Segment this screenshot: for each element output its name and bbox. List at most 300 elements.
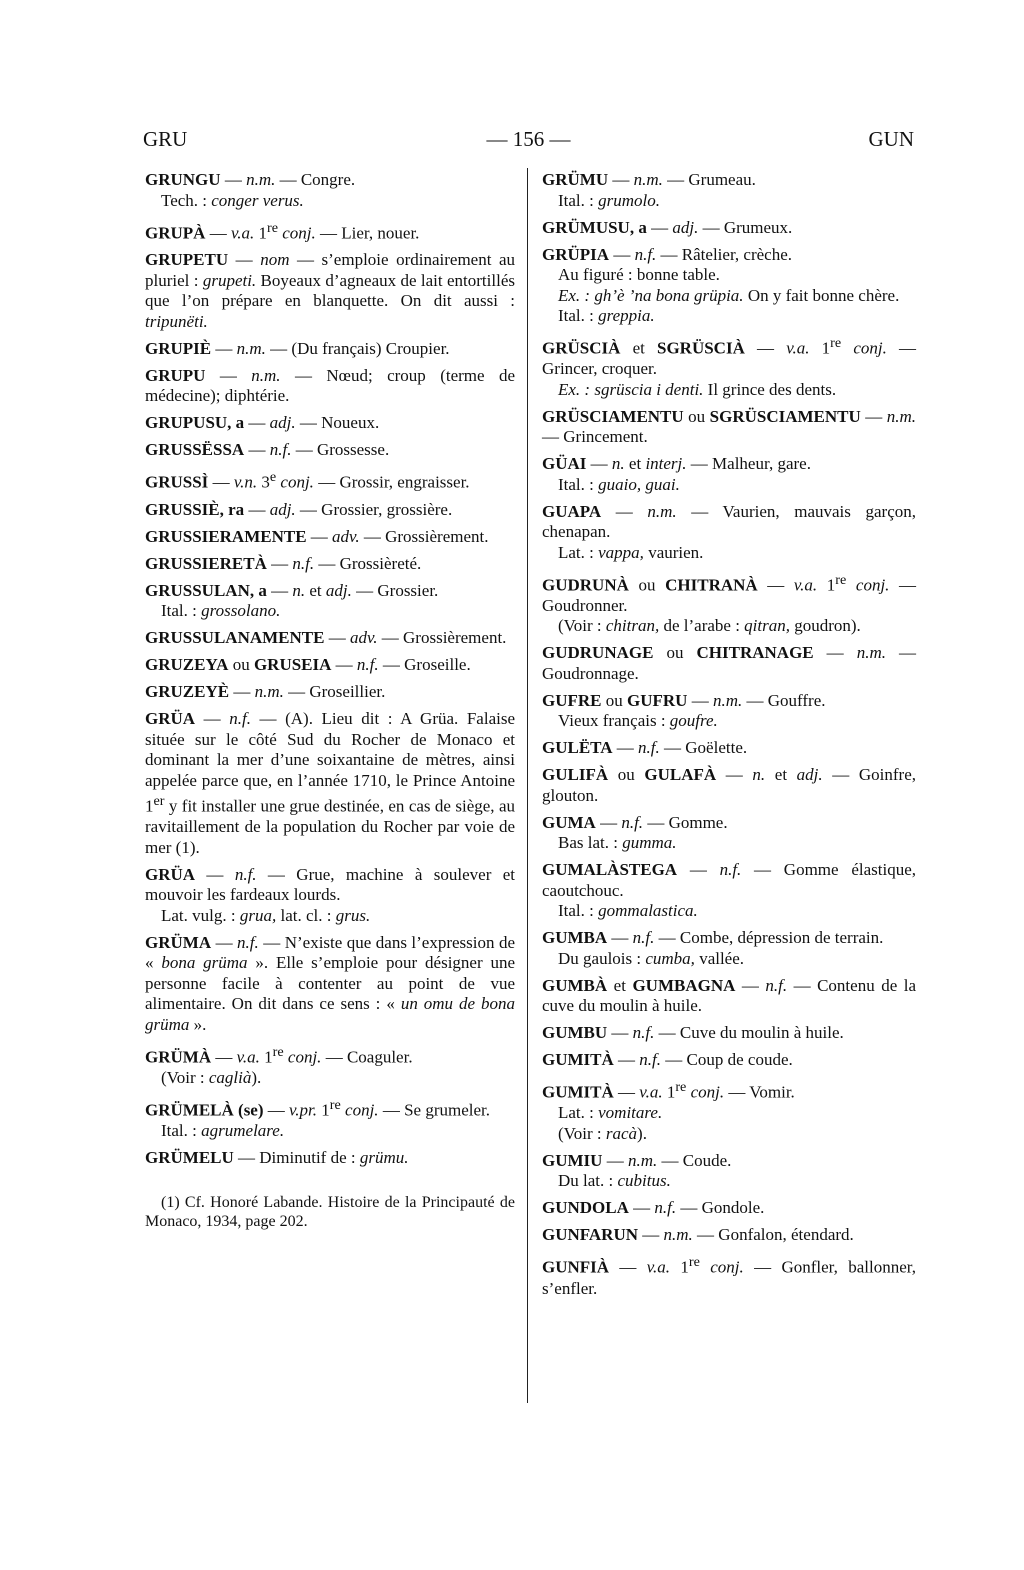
headword: GRÜMU: [542, 170, 609, 189]
entry-text: Ital. :: [558, 190, 599, 210]
entry-text: ou: [628, 575, 666, 595]
entry-text: y fit installer une grue destinée, en cas de siège, au ravitaillement de la population du Rocher par voie de mer (1).: [145, 796, 515, 857]
dictionary-entry: [145, 366, 515, 407]
entry-text: Il grince des dents.: [703, 379, 837, 399]
dictionary-entry: [542, 691, 916, 732]
entry-text: —: [205, 365, 252, 385]
entry-definition: [145, 933, 515, 1036]
italic-text: n.f.: [632, 928, 655, 948]
entry-definition: [145, 413, 515, 434]
entry-text: — Grossièrement.: [377, 628, 507, 648]
headword: GRÜMELU: [145, 1148, 234, 1168]
entry-text: —: [205, 223, 231, 243]
entry-definition: [542, 643, 916, 684]
entry-definition: [145, 1148, 515, 1169]
entry-text: —: [608, 170, 634, 189]
headword: GRUSSULAN, a: [145, 580, 267, 600]
entry-definition: [145, 440, 515, 461]
italic-text: un omu de bona grüma: [145, 994, 515, 1034]
entry-text: — Groseille.: [378, 655, 471, 675]
entry-note: [542, 380, 916, 401]
headword: GRUNGU: [145, 170, 221, 189]
dictionary-entry: [145, 527, 515, 548]
dictionary-entry: [145, 628, 515, 649]
italic-text: adj.: [325, 580, 352, 600]
headword: GUFRE: [542, 690, 602, 710]
italic-text: vomitare.: [598, 1103, 663, 1123]
entry-text: ou: [683, 406, 710, 426]
entry-definition: [145, 682, 515, 703]
entry-text: — Gomme.: [643, 812, 728, 832]
dictionary-entry: [542, 1151, 916, 1192]
entry-text: vallée.: [694, 948, 745, 968]
entry-text: —: [813, 643, 857, 663]
entry-text: (Voir :: [161, 1068, 209, 1088]
column-divider: [527, 168, 528, 1403]
entry-text: [700, 1258, 710, 1277]
headword: GRUPIÈ: [145, 338, 212, 358]
running-head-first-word: GRU: [143, 127, 188, 151]
headword: GRUSEIA: [253, 655, 332, 675]
dictionary-entry: [145, 682, 515, 703]
italic-text: grus.: [335, 905, 371, 925]
dictionary-entry: [542, 170, 916, 211]
entry-text: [846, 575, 856, 594]
entry-text: [841, 339, 853, 358]
entry-definition: [542, 928, 916, 949]
entry-text: ).: [637, 1123, 647, 1143]
entry-text: Ital. :: [161, 1121, 202, 1141]
headword: GRUSSIERAMENTE: [145, 526, 307, 546]
entry-text: Ital. :: [161, 601, 202, 621]
dictionary-entry: [542, 407, 916, 448]
entry-text: Du gaulois :: [558, 948, 646, 968]
entry-text: — Contenu de la cuve du moulin à huile.: [542, 975, 916, 1016]
entry-definition: [145, 500, 515, 521]
entry-definition: [145, 467, 515, 493]
entry-text: — Groseillier.: [283, 682, 386, 702]
entry-text: —: [211, 338, 237, 358]
entry-text: — Gonfalon, étendard.: [692, 1225, 854, 1245]
italic-text: conj.: [853, 338, 887, 358]
headword: GUMITÀ: [542, 1050, 614, 1070]
entry-definition: [542, 691, 916, 712]
entry-text: — Grincer, croquer.: [542, 338, 917, 379]
entry-text: — Coude.: [657, 1150, 732, 1170]
italic-text: conj.: [282, 223, 316, 243]
entry-definition: [145, 865, 515, 906]
left-column: [145, 170, 515, 1247]
headword: CHITRANÀ: [665, 575, 758, 595]
entry-text: —: [244, 499, 270, 519]
italic-text: guaio, guai.: [598, 474, 680, 494]
italic-text: n.f.: [654, 1198, 677, 1218]
italic-text: adj.: [796, 765, 823, 785]
entry-text: —: [612, 738, 639, 758]
entry-text: —: [638, 1225, 664, 1245]
dictionary-entry: [542, 643, 916, 684]
italic-text: n.m.: [627, 1150, 658, 1170]
entry-text: —: [607, 928, 633, 948]
headword: GUMBU: [542, 1023, 608, 1043]
entry-text: —: [220, 170, 247, 189]
italic-text: conj.: [690, 1082, 725, 1102]
superscript: e: [269, 469, 277, 486]
italic-text: n.m.: [856, 643, 886, 663]
italic-text: Ex. : sgrüscia i denti.: [558, 379, 704, 399]
entry-text: —: [757, 575, 794, 595]
entry-text: —: [211, 1047, 237, 1067]
entry-text: vaurien.: [643, 542, 704, 562]
italic-text: nom: [260, 250, 290, 270]
headword: GRÜSCIÀ: [542, 338, 621, 358]
entry-text: — Combe, dépression de terrain.: [654, 928, 884, 948]
entry-text: Ital. :: [558, 901, 599, 921]
italic-text: adv.: [332, 526, 360, 546]
entry-definition: [542, 1151, 916, 1172]
dictionary-entry: [145, 933, 515, 1036]
headword: GRÜMÀ: [145, 1047, 212, 1067]
entry-definition: [145, 1095, 515, 1121]
entry-text: 1: [817, 575, 836, 595]
entry-text: — Vaurien, mauvais garçon, chenapan.: [542, 501, 916, 542]
entry-note: [542, 616, 916, 637]
headword: GRÜMUSU, a: [542, 217, 647, 237]
running-head: [143, 127, 914, 157]
entry-definition: [145, 581, 515, 602]
headword: GUMIU: [542, 1150, 603, 1170]
entry-text: ).: [251, 1068, 262, 1088]
italic-text: n.f.: [639, 1050, 662, 1070]
entry-text: —: [229, 682, 255, 702]
italic-text: grua,: [239, 905, 277, 925]
dictionary-entry: [542, 1050, 916, 1071]
italic-text: n.f.: [356, 655, 379, 675]
entry-note: [542, 901, 916, 922]
entry-text: —: [266, 580, 293, 600]
italic-text: n.: [752, 765, 766, 785]
dictionary-entry: [542, 1198, 916, 1219]
entry-text: — Gonfler, ballonner, s’enfler.: [542, 1258, 916, 1298]
headword: GRUSSIÈ, ra: [145, 499, 245, 519]
entry-text: — Gomme élastique, caoutchouc.: [542, 860, 916, 900]
headword: GÜAI: [542, 454, 587, 474]
entry-text: — s’emploie ordinairement au pluriel :: [145, 250, 516, 290]
entry-text: ». Elle s’emploie pour désigner une personne facile à contenter au point de vue alimentaire. On dit dans ce sens : «: [145, 953, 515, 1014]
entry-definition: [145, 554, 515, 575]
entry-text: Ital. :: [558, 306, 599, 325]
entry-text: 3: [257, 472, 270, 492]
dictionary-entry: [145, 865, 515, 927]
entry-definition: [542, 1050, 916, 1071]
dictionary-entry: [145, 554, 515, 575]
entry-text: —: [628, 1198, 655, 1218]
running-head-last-word: GUN: [868, 127, 914, 151]
italic-text: grupeti.: [202, 270, 257, 290]
entry-text: — (Du français) Croupier.: [265, 338, 450, 358]
italic-text: qitran,: [744, 616, 790, 636]
entry-text: et: [607, 975, 633, 995]
entry-definition: [145, 250, 515, 332]
entry-definition: [542, 570, 916, 617]
superscript: er: [153, 793, 165, 810]
entry-definition: [145, 709, 515, 858]
entry-text: — (A). Lieu dit : A Grüa. Falaise située sur le côté Sud du Rocher de Monaco et dominant la mer d’une soixantaine de mètres, ainsi appelée parce que, en l’année 1710, le Prince Antoine 1: [145, 709, 515, 816]
italic-text: cubitus.: [617, 1171, 671, 1191]
entry-text: 1: [670, 1258, 689, 1278]
entry-note: [145, 1121, 515, 1142]
entry-text: Tech. :: [161, 190, 212, 210]
italic-text: n.f.: [765, 975, 788, 995]
dictionary-entry: [542, 1252, 916, 1299]
entry-text: et: [765, 765, 797, 785]
entry-text: —: [211, 932, 238, 952]
italic-text: n.f.: [237, 932, 259, 952]
entry-text: —: [677, 860, 720, 880]
headword: GRÜA: [145, 864, 196, 884]
entry-text: —: [607, 1023, 633, 1043]
entry-definition: [145, 655, 515, 676]
headword: GUDRUNÀ: [542, 575, 629, 595]
dictionary-entry: [542, 245, 916, 327]
entry-text: — Noueux.: [295, 413, 380, 433]
headword: GRUPUSU, a: [145, 413, 245, 433]
dictionary-entry: [542, 218, 916, 239]
superscript: re: [830, 335, 842, 351]
headword: GUDRUNAGE: [542, 643, 654, 663]
entry-text: — Gondole.: [676, 1198, 765, 1218]
entry-text: —: [586, 454, 612, 474]
superscript: re: [329, 1097, 341, 1114]
entry-text: 1: [809, 338, 831, 358]
dictionary-entry: [145, 581, 515, 622]
entry-note: [542, 949, 916, 970]
entry-text: et: [624, 454, 646, 474]
headword: GRUPÀ: [145, 223, 206, 243]
italic-text: n.f.: [292, 553, 315, 573]
italic-text: racà: [605, 1123, 638, 1143]
entry-text: —: [263, 1100, 290, 1120]
entry-text: — Grue, machine à soulever et mouvoir les fardeaux lourds.: [145, 864, 515, 905]
entry-text: —: [613, 1050, 640, 1070]
italic-text: v.a.: [236, 1047, 260, 1067]
entry-text: —: [716, 765, 753, 785]
entry-definition: [542, 1252, 916, 1299]
entry-text: —: [306, 526, 333, 546]
headword: GUFRU: [627, 690, 688, 710]
entry-text: et: [305, 580, 326, 600]
entry-text: (Voir :: [558, 616, 606, 636]
entry-text: ou: [228, 655, 254, 675]
entry-definition: [145, 1042, 515, 1068]
entry-text: —: [609, 244, 635, 264]
entry-note: [542, 1171, 916, 1192]
italic-text: n.m.: [254, 682, 284, 702]
entry-text: 1: [317, 1100, 330, 1120]
entry-text: — Vomir.: [724, 1082, 795, 1102]
entry-text: 1: [259, 1047, 273, 1067]
italic-text: conger verus.: [211, 190, 304, 210]
entry-text: Bas lat. :: [558, 833, 623, 853]
italic-text: v.a.: [793, 575, 818, 595]
italic-text: grumolo.: [598, 190, 661, 210]
italic-text: conj.: [855, 575, 890, 595]
entry-definition: [542, 407, 916, 448]
entry-text: — Grossir, engraisser.: [313, 472, 470, 492]
dictionary-entry: [542, 928, 916, 969]
entry-text: de l’arabe :: [659, 616, 745, 636]
superscript: re: [267, 219, 278, 236]
italic-text: conj.: [710, 1258, 744, 1278]
entry-text: On y fait bonne chère.: [743, 285, 900, 305]
entry-text: —: [244, 413, 270, 433]
italic-text: bona grüma: [161, 953, 248, 973]
entry-definition: [542, 245, 916, 266]
entry-note: [145, 191, 515, 212]
entry-text: — Grossesse.: [291, 440, 390, 460]
entry-text: —: [244, 440, 270, 460]
dictionary-entry: [145, 250, 515, 332]
entry-definition: [542, 454, 916, 475]
entry-text: — Goëlette.: [659, 738, 748, 758]
headword: GUMBAGNA: [632, 975, 736, 995]
entry-text: — N’existe que dans l’expression de «: [145, 932, 516, 973]
entry-text: — Grossièreté.: [314, 553, 422, 573]
italic-text: n.f.: [229, 709, 251, 729]
headword: GRUSSÌ: [145, 472, 209, 492]
entry-text: — Grumeux.: [698, 217, 793, 237]
entry-text: Lat. :: [558, 1103, 599, 1123]
italic-text: adj.: [672, 217, 699, 237]
entry-text: — Malheur, gare.: [686, 454, 811, 474]
headword: GUAPA: [542, 501, 602, 521]
entry-text: — Grossier.: [351, 580, 439, 600]
entry-definition: [542, 1198, 916, 1219]
italic-text: cumba,: [645, 948, 695, 968]
italic-text: n.m.: [663, 1225, 693, 1245]
right-column: [542, 170, 916, 1306]
italic-text: gommalastica.: [598, 901, 698, 921]
entry-text: —: [195, 864, 235, 884]
entry-text: —: [266, 553, 293, 573]
italic-text: conj.: [280, 472, 314, 492]
entry-note: [542, 191, 916, 212]
entry-text: — Cuve du moulin à huile.: [654, 1023, 844, 1043]
italic-text: v.a.: [786, 338, 810, 358]
entry-text: — Goudronner.: [542, 575, 917, 615]
italic-text: vappa,: [598, 542, 644, 562]
entry-text: — Lier, nouer.: [315, 223, 420, 243]
entry-text: —: [601, 501, 648, 521]
italic-text: Ex. : gh’è ’na bona grüpia.: [558, 285, 744, 305]
headword: GUMA: [542, 812, 596, 832]
dictionary-entry: [145, 1042, 515, 1089]
entry-definition: [542, 1077, 916, 1103]
entry-text: —: [595, 812, 622, 832]
dictionary-entry: [542, 813, 916, 854]
headword: GRUSSIERETÀ: [145, 553, 267, 573]
headword: GRUZEYA: [145, 655, 229, 675]
italic-text: n.f.: [634, 244, 657, 264]
entry-definition: [145, 628, 515, 649]
headword: GULAFÀ: [644, 765, 717, 785]
italic-text: n.m.: [246, 170, 276, 189]
entry-note: [145, 601, 515, 622]
entry-note: [542, 1103, 916, 1124]
dictionary-entry: [542, 502, 916, 564]
italic-text: conj.: [345, 1100, 379, 1120]
dictionary-entry: [145, 655, 515, 676]
italic-text: grossolano.: [201, 601, 281, 621]
entry-text: ou: [653, 643, 697, 663]
italic-text: n.m.: [712, 690, 743, 710]
entry-text: —: [687, 690, 713, 710]
entry-text: et: [620, 338, 657, 358]
entry-text: — Nœud; croup (terme de médecine); diphtérie.: [145, 365, 516, 406]
entry-text: — Coaguler.: [321, 1047, 413, 1067]
entry-text: Boyeaux d’agneaux de lait entortillés que l’on prépare en blanquette. On dit aussi :: [145, 270, 515, 311]
dictionary-entry: [145, 467, 515, 493]
entry-text: —: [602, 1150, 628, 1170]
entry-note: [542, 543, 916, 564]
entry-text: — Gouffre.: [742, 690, 826, 710]
italic-text: n.m.: [251, 365, 281, 385]
italic-text: caglià: [208, 1068, 252, 1088]
entry-text: Lat. vulg. :: [161, 905, 240, 925]
italic-text: n.m.: [236, 338, 266, 358]
headword: GRÜMELÀ (se): [145, 1100, 264, 1120]
headword: GUNDOLA: [542, 1198, 629, 1218]
italic-text: v.n.: [233, 472, 258, 492]
entry-definition: [145, 170, 515, 191]
entry-note: [542, 306, 916, 327]
headword: CHITRANAGE: [696, 643, 814, 663]
entry-definition: [542, 170, 916, 191]
superscript: re: [675, 1079, 687, 1096]
dictionary-entry: [542, 860, 916, 922]
italic-text: n.f.: [269, 440, 292, 460]
entry-text: —: [609, 1258, 647, 1278]
entry-text: — Se grumeler.: [378, 1100, 490, 1120]
headword: SGRÜSCIAMENTU: [709, 406, 861, 426]
entry-text: 1: [662, 1082, 676, 1102]
entry-definition: [145, 366, 515, 407]
entry-text: — Grincement.: [542, 427, 648, 447]
dictionary-entry: [542, 454, 916, 495]
headword: GUNFIÀ: [542, 1258, 610, 1278]
headword: GRUPETU: [145, 250, 229, 270]
dictionary-entry: [145, 440, 515, 461]
entry-text: Lat. :: [558, 542, 599, 562]
entry-definition: [542, 765, 916, 806]
italic-text: v.pr.: [289, 1100, 318, 1120]
italic-text: v.a.: [230, 223, 255, 243]
headword: GRUZEYÈ: [145, 682, 230, 702]
entry-text: —: [195, 709, 230, 729]
italic-text: adj.: [269, 499, 296, 519]
dictionary-entry: [145, 218, 515, 244]
entry-definition: [542, 1023, 916, 1044]
dictionary-entry: [542, 765, 916, 806]
italic-text: goufre.: [669, 711, 718, 731]
italic-text: gumma.: [622, 833, 677, 853]
dictionary-entry: [542, 333, 916, 400]
entry-text: —: [735, 975, 766, 995]
entry-text: — Râtelier, crèche.: [656, 244, 793, 264]
italic-text: agrumelare.: [201, 1121, 285, 1141]
entry-definition: [542, 860, 916, 901]
entry-text: — Coup de coude.: [661, 1050, 793, 1070]
